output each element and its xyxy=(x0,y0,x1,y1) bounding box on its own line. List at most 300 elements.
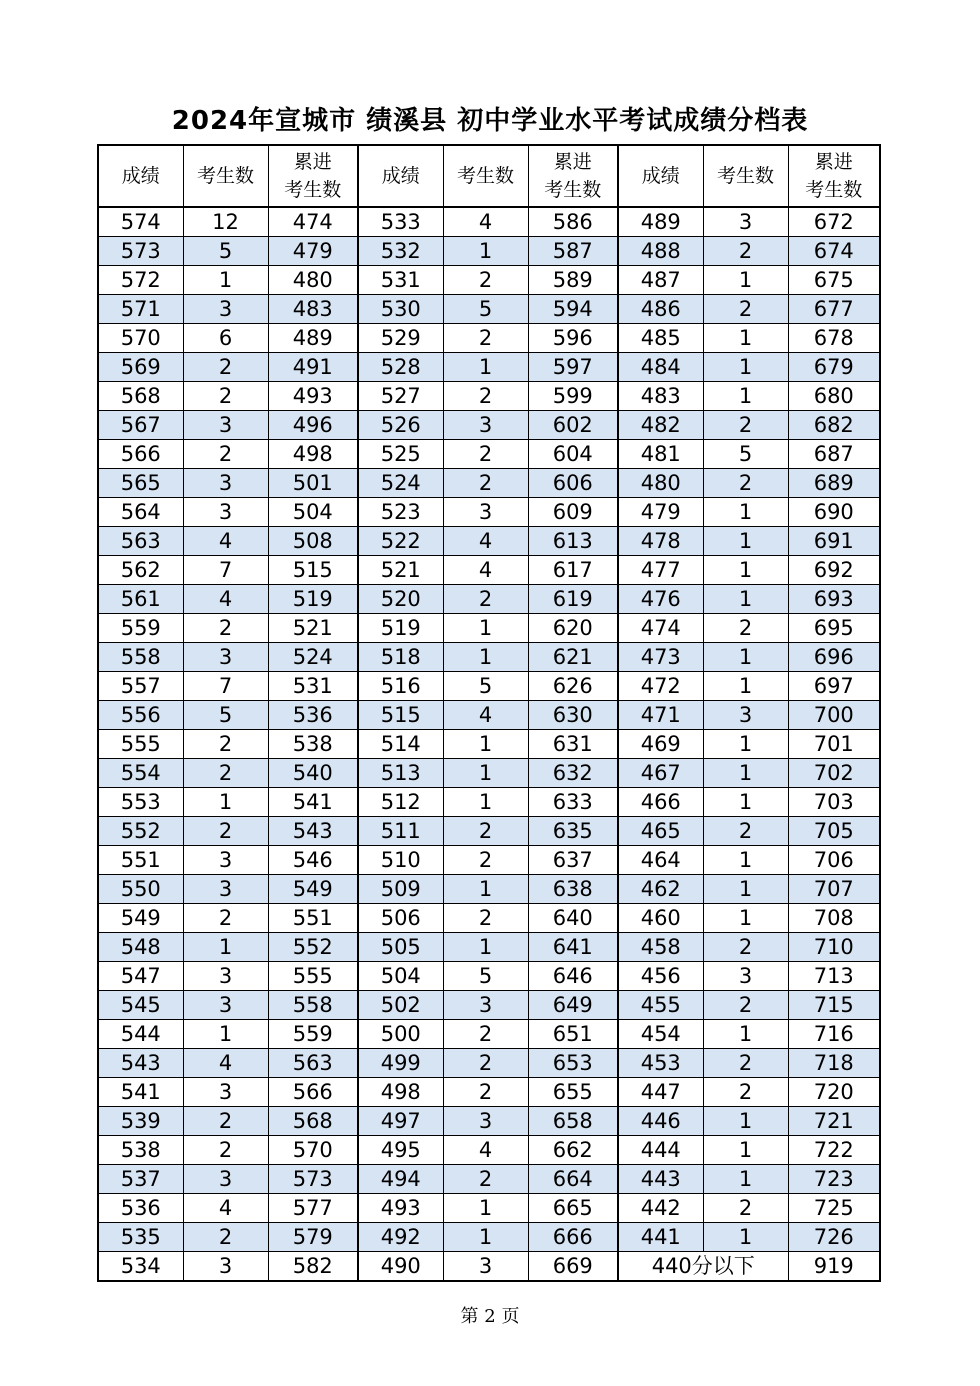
score-cell: 533 xyxy=(358,207,443,237)
count-cell: 1 xyxy=(443,353,528,382)
cumulative-cell: 587 xyxy=(528,237,618,266)
cumulative-cell: 706 xyxy=(788,846,880,875)
score-cell: 462 xyxy=(618,875,703,904)
score-cell: 523 xyxy=(358,498,443,527)
cumulative-cell: 531 xyxy=(268,672,358,701)
cumulative-cell: 722 xyxy=(788,1136,880,1165)
cumulative-cell: 546 xyxy=(268,846,358,875)
table-row xyxy=(98,556,880,585)
cumulative-cell: 604 xyxy=(528,440,618,469)
score-cell: 464 xyxy=(618,846,703,875)
header-score: 成绩 xyxy=(98,145,183,207)
score-cell: 572 xyxy=(98,266,183,295)
count-cell: 2 xyxy=(443,440,528,469)
score-cell: 558 xyxy=(98,643,183,672)
count-cell: 1 xyxy=(703,904,788,933)
score-cell: 552 xyxy=(98,817,183,846)
score-cell: 553 xyxy=(98,788,183,817)
count-cell: 1 xyxy=(703,527,788,556)
score-cell: 550 xyxy=(98,875,183,904)
cumulative-cell: 621 xyxy=(528,643,618,672)
score-cell: 510 xyxy=(358,846,443,875)
count-cell: 4 xyxy=(443,1136,528,1165)
table-header-row xyxy=(98,145,880,207)
cumulative-cell: 720 xyxy=(788,1078,880,1107)
score-cell: 568 xyxy=(98,382,183,411)
cumulative-cell: 619 xyxy=(528,585,618,614)
cumulative-cell: 721 xyxy=(788,1107,880,1136)
count-cell: 5 xyxy=(183,701,268,730)
score-cell: 494 xyxy=(358,1165,443,1194)
cumulative-cell: 498 xyxy=(268,440,358,469)
score-cell: 482 xyxy=(618,411,703,440)
count-cell: 7 xyxy=(183,672,268,701)
score-cell: 465 xyxy=(618,817,703,846)
count-cell: 2 xyxy=(443,1049,528,1078)
table-row xyxy=(98,585,880,614)
cumulative-cell: 606 xyxy=(528,469,618,498)
count-cell: 1 xyxy=(443,614,528,643)
header-cumulative xyxy=(788,145,880,207)
cumulative-cell: 540 xyxy=(268,759,358,788)
cumulative-cell: 697 xyxy=(788,672,880,701)
count-cell: 3 xyxy=(183,1078,268,1107)
score-cell: 526 xyxy=(358,411,443,440)
table-row xyxy=(98,991,880,1020)
cumulative-cell: 689 xyxy=(788,469,880,498)
header-count: 考生数 xyxy=(443,145,528,207)
count-cell: 2 xyxy=(703,1078,788,1107)
header-count: 考生数 xyxy=(183,145,268,207)
count-cell: 2 xyxy=(443,1020,528,1049)
count-cell: 1 xyxy=(183,1020,268,1049)
below-threshold-cumulative: 919 xyxy=(788,1252,880,1282)
score-cell: 567 xyxy=(98,411,183,440)
score-cell: 511 xyxy=(358,817,443,846)
header-cumulative-line2: 考生数 xyxy=(805,179,863,201)
table-row xyxy=(98,643,880,672)
score-cell: 444 xyxy=(618,1136,703,1165)
score-cell: 573 xyxy=(98,237,183,266)
count-cell: 3 xyxy=(183,643,268,672)
count-cell: 1 xyxy=(443,759,528,788)
count-cell: 3 xyxy=(183,1252,268,1282)
score-cell: 529 xyxy=(358,324,443,353)
count-cell: 1 xyxy=(443,933,528,962)
score-cell: 453 xyxy=(618,1049,703,1078)
score-cell: 469 xyxy=(618,730,703,759)
score-cell: 472 xyxy=(618,672,703,701)
table-row xyxy=(98,411,880,440)
count-cell: 1 xyxy=(703,1107,788,1136)
table-row xyxy=(98,440,880,469)
count-cell: 3 xyxy=(703,962,788,991)
header-cumulative xyxy=(268,145,358,207)
score-cell: 442 xyxy=(618,1194,703,1223)
score-cell: 487 xyxy=(618,266,703,295)
cumulative-cell: 541 xyxy=(268,788,358,817)
count-cell: 1 xyxy=(443,788,528,817)
score-cell: 531 xyxy=(358,266,443,295)
score-cell: 504 xyxy=(358,962,443,991)
score-cell: 561 xyxy=(98,585,183,614)
count-cell: 2 xyxy=(703,614,788,643)
table-row xyxy=(98,1078,880,1107)
score-cell: 484 xyxy=(618,353,703,382)
cumulative-cell: 700 xyxy=(788,701,880,730)
page-number: 第 2 页 xyxy=(460,1306,520,1327)
count-cell: 1 xyxy=(703,498,788,527)
score-cell: 480 xyxy=(618,469,703,498)
score-cell: 559 xyxy=(98,614,183,643)
score-cell: 538 xyxy=(98,1136,183,1165)
cumulative-cell: 582 xyxy=(268,1252,358,1282)
score-cell: 495 xyxy=(358,1136,443,1165)
cumulative-cell: 515 xyxy=(268,556,358,585)
count-cell: 2 xyxy=(703,817,788,846)
cumulative-cell: 638 xyxy=(528,875,618,904)
score-cell: 454 xyxy=(618,1020,703,1049)
cumulative-cell: 725 xyxy=(788,1194,880,1223)
table-row xyxy=(98,1165,880,1194)
count-cell: 4 xyxy=(443,556,528,585)
score-cell: 545 xyxy=(98,991,183,1020)
score-cell: 473 xyxy=(618,643,703,672)
cumulative-cell: 723 xyxy=(788,1165,880,1194)
cumulative-cell: 626 xyxy=(528,672,618,701)
count-cell: 3 xyxy=(703,701,788,730)
cumulative-cell: 641 xyxy=(528,933,618,962)
score-cell: 555 xyxy=(98,730,183,759)
cumulative-cell: 635 xyxy=(528,817,618,846)
table-row xyxy=(98,237,880,266)
cumulative-cell: 508 xyxy=(268,527,358,556)
cumulative-cell: 701 xyxy=(788,730,880,759)
score-distribution-table xyxy=(97,144,881,1282)
cumulative-cell: 707 xyxy=(788,875,880,904)
cumulative-cell: 653 xyxy=(528,1049,618,1078)
score-cell: 478 xyxy=(618,527,703,556)
count-cell: 1 xyxy=(443,730,528,759)
count-cell: 2 xyxy=(183,440,268,469)
cumulative-cell: 718 xyxy=(788,1049,880,1078)
score-cell: 527 xyxy=(358,382,443,411)
score-cell: 562 xyxy=(98,556,183,585)
score-cell: 479 xyxy=(618,498,703,527)
header-cumulative xyxy=(528,145,618,207)
count-cell: 1 xyxy=(703,585,788,614)
table-row xyxy=(98,1136,880,1165)
count-cell: 5 xyxy=(443,295,528,324)
count-cell: 4 xyxy=(443,527,528,556)
count-cell: 4 xyxy=(443,701,528,730)
count-cell: 3 xyxy=(183,498,268,527)
cumulative-cell: 496 xyxy=(268,411,358,440)
count-cell: 1 xyxy=(703,730,788,759)
score-cell: 467 xyxy=(618,759,703,788)
cumulative-cell: 691 xyxy=(788,527,880,556)
cumulative-cell: 710 xyxy=(788,933,880,962)
cumulative-cell: 491 xyxy=(268,353,358,382)
score-cell: 455 xyxy=(618,991,703,1020)
cumulative-cell: 675 xyxy=(788,266,880,295)
cumulative-cell: 690 xyxy=(788,498,880,527)
score-cell: 544 xyxy=(98,1020,183,1049)
count-cell: 1 xyxy=(703,643,788,672)
header-cumulative-line2: 考生数 xyxy=(544,179,602,201)
cumulative-cell: 609 xyxy=(528,498,618,527)
score-cell: 474 xyxy=(618,614,703,643)
count-cell: 2 xyxy=(183,817,268,846)
cumulative-cell: 687 xyxy=(788,440,880,469)
score-cell: 498 xyxy=(358,1078,443,1107)
cumulative-cell: 630 xyxy=(528,701,618,730)
table-row xyxy=(98,295,880,324)
count-cell: 1 xyxy=(443,237,528,266)
cumulative-cell: 669 xyxy=(528,1252,618,1282)
table-row xyxy=(98,759,880,788)
cumulative-cell: 559 xyxy=(268,1020,358,1049)
count-cell: 2 xyxy=(443,904,528,933)
table-row xyxy=(98,817,880,846)
cumulative-cell: 570 xyxy=(268,1136,358,1165)
count-cell: 7 xyxy=(183,556,268,585)
score-cell: 499 xyxy=(358,1049,443,1078)
score-cell: 536 xyxy=(98,1194,183,1223)
table-row xyxy=(98,1252,880,1282)
score-cell: 522 xyxy=(358,527,443,556)
cumulative-cell: 538 xyxy=(268,730,358,759)
cumulative-cell: 672 xyxy=(788,207,880,237)
count-cell: 2 xyxy=(183,759,268,788)
score-cell: 492 xyxy=(358,1223,443,1252)
count-cell: 1 xyxy=(703,1020,788,1049)
table-row xyxy=(98,469,880,498)
score-cell: 571 xyxy=(98,295,183,324)
cumulative-cell: 658 xyxy=(528,1107,618,1136)
score-cell: 509 xyxy=(358,875,443,904)
cumulative-cell: 696 xyxy=(788,643,880,672)
cumulative-cell: 715 xyxy=(788,991,880,1020)
count-cell: 1 xyxy=(703,382,788,411)
score-cell: 543 xyxy=(98,1049,183,1078)
header-cumulative-line1: 累进 xyxy=(553,151,592,173)
table-row xyxy=(98,730,880,759)
cumulative-cell: 543 xyxy=(268,817,358,846)
count-cell: 5 xyxy=(703,440,788,469)
count-cell: 3 xyxy=(183,411,268,440)
table-row xyxy=(98,1107,880,1136)
cumulative-cell: 602 xyxy=(528,411,618,440)
count-cell: 3 xyxy=(443,1252,528,1282)
cumulative-cell: 708 xyxy=(788,904,880,933)
cumulative-cell: 633 xyxy=(528,788,618,817)
score-cell: 528 xyxy=(358,353,443,382)
score-cell: 549 xyxy=(98,904,183,933)
count-cell: 4 xyxy=(183,1194,268,1223)
table-row xyxy=(98,701,880,730)
table-row xyxy=(98,353,880,382)
score-cell: 534 xyxy=(98,1252,183,1282)
cumulative-cell: 716 xyxy=(788,1020,880,1049)
count-cell: 2 xyxy=(183,1136,268,1165)
count-cell: 2 xyxy=(443,846,528,875)
cumulative-cell: 702 xyxy=(788,759,880,788)
cumulative-cell: 613 xyxy=(528,527,618,556)
count-cell: 1 xyxy=(703,353,788,382)
score-cell: 548 xyxy=(98,933,183,962)
cumulative-cell: 599 xyxy=(528,382,618,411)
score-cell: 486 xyxy=(618,295,703,324)
count-cell: 3 xyxy=(183,295,268,324)
count-cell: 2 xyxy=(443,266,528,295)
count-cell: 4 xyxy=(183,527,268,556)
score-cell: 535 xyxy=(98,1223,183,1252)
score-cell: 481 xyxy=(618,440,703,469)
score-cell: 566 xyxy=(98,440,183,469)
count-cell: 6 xyxy=(183,324,268,353)
score-cell: 489 xyxy=(618,207,703,237)
table-row xyxy=(98,266,880,295)
score-cell: 539 xyxy=(98,1107,183,1136)
count-cell: 3 xyxy=(183,875,268,904)
table-row xyxy=(98,527,880,556)
count-cell: 5 xyxy=(443,962,528,991)
table-row xyxy=(98,498,880,527)
score-cell: 458 xyxy=(618,933,703,962)
count-cell: 1 xyxy=(183,933,268,962)
table-row xyxy=(98,614,880,643)
cumulative-cell: 617 xyxy=(528,556,618,585)
count-cell: 2 xyxy=(443,1078,528,1107)
count-cell: 1 xyxy=(183,266,268,295)
count-cell: 4 xyxy=(183,585,268,614)
cumulative-cell: 693 xyxy=(788,585,880,614)
cumulative-cell: 501 xyxy=(268,469,358,498)
table-row xyxy=(98,1020,880,1049)
score-cell: 564 xyxy=(98,498,183,527)
cumulative-cell: 549 xyxy=(268,875,358,904)
cumulative-cell: 651 xyxy=(528,1020,618,1049)
count-cell: 1 xyxy=(703,846,788,875)
page-title: 2024年宣城市 绩溪县 初中学业水平考试成绩分档表 xyxy=(171,106,809,136)
score-cell: 524 xyxy=(358,469,443,498)
count-cell: 1 xyxy=(183,788,268,817)
cumulative-cell: 579 xyxy=(268,1223,358,1252)
cumulative-cell: 504 xyxy=(268,498,358,527)
table-row xyxy=(98,846,880,875)
cumulative-cell: 679 xyxy=(788,353,880,382)
score-cell: 570 xyxy=(98,324,183,353)
count-cell: 1 xyxy=(703,672,788,701)
count-cell: 1 xyxy=(703,759,788,788)
cumulative-cell: 695 xyxy=(788,614,880,643)
count-cell: 2 xyxy=(443,324,528,353)
cumulative-cell: 674 xyxy=(788,237,880,266)
cumulative-cell: 662 xyxy=(528,1136,618,1165)
score-cell: 485 xyxy=(618,324,703,353)
score-cell: 551 xyxy=(98,846,183,875)
score-cell: 518 xyxy=(358,643,443,672)
table-row xyxy=(98,933,880,962)
table-row xyxy=(98,672,880,701)
header-score: 成绩 xyxy=(618,145,703,207)
cumulative-cell: 678 xyxy=(788,324,880,353)
cumulative-cell: 705 xyxy=(788,817,880,846)
table-row xyxy=(98,788,880,817)
score-cell: 483 xyxy=(618,382,703,411)
cumulative-cell: 551 xyxy=(268,904,358,933)
cumulative-cell: 493 xyxy=(268,382,358,411)
table-row xyxy=(98,1194,880,1223)
count-cell: 1 xyxy=(703,788,788,817)
cumulative-cell: 632 xyxy=(528,759,618,788)
cumulative-cell: 573 xyxy=(268,1165,358,1194)
count-cell: 2 xyxy=(183,1223,268,1252)
score-cell: 556 xyxy=(98,701,183,730)
score-cell: 521 xyxy=(358,556,443,585)
count-cell: 1 xyxy=(703,324,788,353)
count-cell: 3 xyxy=(183,1165,268,1194)
cumulative-cell: 703 xyxy=(788,788,880,817)
count-cell: 2 xyxy=(443,585,528,614)
cumulative-cell: 489 xyxy=(268,324,358,353)
cumulative-cell: 594 xyxy=(528,295,618,324)
cumulative-cell: 521 xyxy=(268,614,358,643)
score-cell: 569 xyxy=(98,353,183,382)
cumulative-cell: 552 xyxy=(268,933,358,962)
table-body xyxy=(98,207,880,1281)
count-cell: 2 xyxy=(183,353,268,382)
table-row xyxy=(98,1223,880,1252)
score-cell: 530 xyxy=(358,295,443,324)
table-row xyxy=(98,207,880,237)
count-cell: 1 xyxy=(443,1194,528,1223)
cumulative-cell: 589 xyxy=(528,266,618,295)
count-cell: 12 xyxy=(183,207,268,237)
score-cell: 441 xyxy=(618,1223,703,1252)
score-cell: 500 xyxy=(358,1020,443,1049)
count-cell: 2 xyxy=(443,1165,528,1194)
score-cell: 565 xyxy=(98,469,183,498)
count-cell: 2 xyxy=(443,469,528,498)
cumulative-cell: 555 xyxy=(268,962,358,991)
header-count: 考生数 xyxy=(703,145,788,207)
score-cell: 447 xyxy=(618,1078,703,1107)
count-cell: 2 xyxy=(703,237,788,266)
count-cell: 1 xyxy=(703,1136,788,1165)
table-row xyxy=(98,904,880,933)
cumulative-cell: 692 xyxy=(788,556,880,585)
count-cell: 3 xyxy=(443,1107,528,1136)
count-cell: 4 xyxy=(183,1049,268,1078)
cumulative-cell: 680 xyxy=(788,382,880,411)
count-cell: 3 xyxy=(443,498,528,527)
cumulative-cell: 597 xyxy=(528,353,618,382)
score-cell: 466 xyxy=(618,788,703,817)
count-cell: 1 xyxy=(703,266,788,295)
count-cell: 2 xyxy=(183,730,268,759)
score-cell: 506 xyxy=(358,904,443,933)
count-cell: 2 xyxy=(703,411,788,440)
score-cell: 557 xyxy=(98,672,183,701)
header-cumulative-line1: 累进 xyxy=(814,151,853,173)
count-cell: 2 xyxy=(443,817,528,846)
score-cell: 547 xyxy=(98,962,183,991)
cumulative-cell: 479 xyxy=(268,237,358,266)
score-cell: 477 xyxy=(618,556,703,585)
cumulative-cell: 568 xyxy=(268,1107,358,1136)
